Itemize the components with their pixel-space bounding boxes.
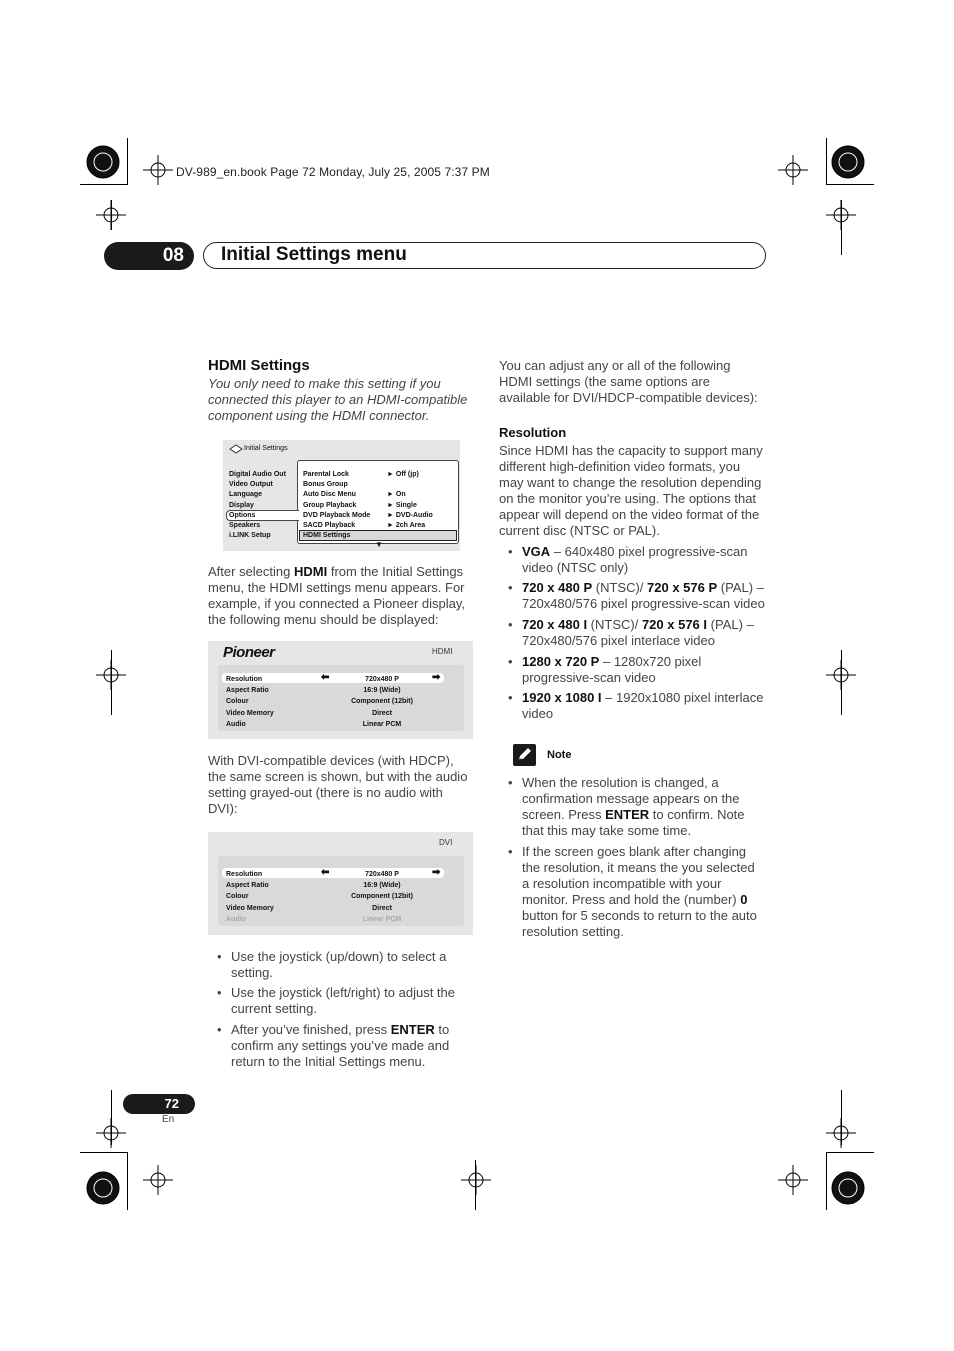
- list-item: [508, 775, 745, 839]
- list-item: [508, 690, 764, 722]
- para-line: You can adjust any or all of the following: [499, 358, 731, 373]
- list-item: [508, 617, 754, 649]
- hdmi-settings-screen: [208, 641, 473, 739]
- setting-label: Aspect Ratio: [226, 882, 269, 890]
- bullet-icon: •: [508, 544, 513, 559]
- setting-label: Resolution: [226, 676, 263, 683]
- bullet-icon: •: [508, 654, 513, 669]
- category-item: Language: [229, 491, 263, 499]
- setting-value: 16:9 (Wide): [363, 687, 401, 695]
- screen-mode-label: HDMI: [432, 647, 453, 656]
- setting-value: Direct: [372, 904, 392, 912]
- para-line: HDMI settings (the same options are: [499, 374, 710, 389]
- setting-value: 720x480 P: [365, 871, 399, 878]
- para-line: menu, the HDMI settings menu appears. For: [208, 580, 465, 595]
- option-name: 720 x 480 P: [522, 580, 593, 595]
- bullet-line: Use the joystick (left/right) to adjust the: [231, 985, 455, 1000]
- arrow-right-icon: ►: [387, 491, 396, 499]
- setting-label: Resolution: [226, 871, 263, 878]
- para-bold: HDMI: [294, 564, 328, 579]
- note-pencil-icon: [513, 744, 536, 766]
- arrow-left-icon: ⬅: [321, 672, 330, 683]
- menu-value-list: [387, 470, 433, 531]
- option-line: progressive-scan video: [522, 670, 656, 685]
- intro-text: [208, 376, 467, 424]
- para-line: Since HDMI has the capacity to support many: [499, 443, 763, 458]
- print-header: DV-989_en.book Page 72 Monday, July 25, 2005 7:37 PM: [176, 165, 490, 179]
- para-line: DVI):: [208, 801, 238, 816]
- para-line: example, if you connected a Pioneer display,: [208, 596, 466, 611]
- dvi-value-list: [322, 869, 442, 925]
- chapter-title: Initial Settings menu: [221, 244, 407, 265]
- category-list: [229, 470, 286, 541]
- intro-line: You only need to make this setting if you: [208, 376, 441, 391]
- chapter-number: 08: [104, 242, 194, 270]
- list-item: [508, 654, 702, 686]
- para-line: on the monitor you’re using. The options that: [499, 491, 757, 506]
- setting-value: Component (12bit): [351, 893, 413, 901]
- option-text: – 640x480 pixel progressive-scan: [550, 544, 748, 559]
- setting-value: Linear PCM: [362, 720, 402, 728]
- option-text: – 1920x1080 pixel interlace: [601, 690, 764, 705]
- category-item: Digital Audio Out: [229, 471, 286, 478]
- option-name: 1280 x 720 P: [522, 654, 600, 669]
- para-line: the following menu should be displayed:: [208, 612, 439, 627]
- hdmi-value-list: [322, 674, 442, 730]
- option-text: (NTSC)/: [592, 580, 648, 595]
- bullet-icon: •: [508, 690, 513, 705]
- intro-line: component using the HDMI connector.: [208, 408, 430, 423]
- hdmi-label-list: [226, 674, 274, 730]
- option-line: 720x480/576 pixel progressive-scan video: [522, 596, 765, 611]
- option-text: (PAL) –: [707, 617, 754, 632]
- setting-label-disabled: Audio: [226, 915, 246, 923]
- menu-item: Group Playback: [303, 501, 357, 509]
- menu-item-list: [303, 470, 370, 541]
- bullet-line: current setting.: [231, 1001, 317, 1016]
- category-item: Video Output: [229, 481, 273, 489]
- list-item: [217, 1022, 450, 1070]
- screen-mode-label: DVI: [439, 838, 453, 847]
- note-text: screen. Press: [522, 807, 606, 822]
- option-line: video (NTSC only): [522, 560, 629, 575]
- category-item: Options: [229, 511, 256, 519]
- menu-item: Parental Lock: [303, 471, 349, 478]
- option-name: 720 x 480 I: [522, 617, 588, 632]
- bullet-icon: •: [508, 775, 513, 790]
- note-text: monitor. Press and hold the (number): [522, 892, 741, 907]
- setting-value: 16:9 (Wide): [363, 882, 401, 890]
- list-item: [508, 844, 757, 940]
- disc-icon: [229, 444, 243, 454]
- bullet-icon: •: [508, 844, 513, 859]
- list-item: [217, 949, 447, 981]
- note-line: that this may take some time.: [522, 823, 692, 838]
- pioneer-logo: Pioneer: [223, 644, 275, 661]
- arrow-right-icon: ►: [387, 501, 396, 509]
- note-line: the resolution, it means the you selected: [522, 860, 755, 875]
- menu-value: 2ch Area: [395, 522, 426, 530]
- para-line: current disc (NTSC or PAL).: [499, 523, 660, 538]
- bullet-icon: •: [217, 1022, 222, 1037]
- option-text: – 1280x720 pixel: [599, 654, 702, 669]
- bullet-line: return to the Initial Settings menu.: [231, 1054, 426, 1069]
- menu-item: Bonus Group: [303, 481, 348, 489]
- para-line: With DVI-compatible devices (with HDCP),: [208, 753, 454, 768]
- setting-label: Video Memory: [226, 904, 274, 912]
- screen-title: Initial Settings: [244, 445, 288, 452]
- note-line: If the screen goes blank after changing: [522, 844, 747, 859]
- bullet-icon: •: [217, 949, 222, 964]
- note-label: Note: [547, 749, 572, 761]
- option-name: VGA: [522, 544, 551, 559]
- section-heading-hdmi: HDMI Settings: [208, 357, 310, 374]
- note-line: confirmation message appears on the: [522, 791, 740, 806]
- dvi-label-list: [226, 869, 274, 925]
- setting-label: Video Memory: [226, 709, 274, 717]
- intro-line: connected this player to an HDMI-compatible: [208, 392, 468, 407]
- note-line: a resolution incompatible with your: [522, 876, 722, 891]
- menu-item: SACD Playback: [303, 522, 356, 530]
- note-line: button for 5 seconds to return to the auto: [522, 908, 757, 923]
- list-item: [508, 580, 765, 612]
- note-bold: ENTER: [605, 807, 650, 822]
- option-name: 720 x 576 I: [641, 617, 708, 632]
- note-text: to confirm. Note: [649, 807, 745, 822]
- menu-value: Off (jp): [395, 471, 419, 478]
- bullet-bold: ENTER: [390, 1022, 435, 1037]
- arrow-right-icon: ►: [387, 471, 396, 478]
- bullet-text: After you’ve finished, press: [231, 1022, 391, 1037]
- page-number: 72: [123, 1094, 195, 1114]
- scroll-down-icon: ▼: [375, 540, 383, 549]
- arrow-left-icon: ⬅: [321, 867, 330, 878]
- menu-item: Auto Disc Menu: [303, 491, 356, 499]
- setting-label: Audio: [226, 720, 246, 728]
- setting-label: Aspect Ratio: [226, 687, 269, 695]
- para-text: After selecting: [208, 564, 294, 579]
- option-text: (NTSC)/: [587, 617, 642, 632]
- option-name: 1920 x 1080 I: [522, 690, 602, 705]
- resolution-paragraph: [499, 443, 763, 539]
- bullet-line: Use the joystick (up/down) to select a: [231, 949, 447, 964]
- after-selecting-paragraph: [208, 564, 465, 628]
- setting-value: Direct: [372, 709, 392, 717]
- initial-settings-screen: [223, 440, 460, 551]
- dvi-paragraph: [208, 753, 467, 817]
- list-item: [508, 544, 748, 576]
- setting-value: Component (12bit): [351, 698, 413, 706]
- dvi-settings-screen: [208, 832, 473, 935]
- note-line: When the resolution is changed, a: [522, 775, 719, 790]
- bullet-icon: •: [217, 985, 222, 1000]
- para-line: available for DVI/HDCP-compatible devices):: [499, 390, 758, 405]
- bullet-icon: •: [508, 580, 513, 595]
- menu-value: Single: [395, 501, 417, 509]
- menu-item: HDMI Settings: [303, 532, 351, 540]
- menu-value: DVD-Audio: [395, 511, 433, 519]
- option-text: (PAL) –: [717, 580, 764, 595]
- para-line: setting grayed-out (there is no audio with: [208, 785, 443, 800]
- menu-value: On: [395, 491, 406, 499]
- setting-label: Colour: [226, 698, 249, 706]
- option-line: 720x480/576 pixel interlace video: [522, 633, 715, 648]
- setting-label: Colour: [226, 893, 249, 901]
- category-item: Display: [229, 501, 254, 509]
- bullet-line: confirm any settings you’ve made and: [231, 1038, 450, 1053]
- setting-value-disabled: Linear PCM: [362, 915, 402, 923]
- arrow-right-icon: ➡: [432, 867, 441, 878]
- para-line: different high-definition video formats, you: [499, 459, 741, 474]
- para-line: the same screen is shown, but with the audio: [208, 769, 468, 784]
- menu-item: DVD Playback Mode: [303, 511, 371, 519]
- category-item: i.LINK Setup: [229, 532, 271, 540]
- para-text: from the Initial Settings: [327, 564, 464, 579]
- note-bold: 0: [740, 892, 748, 907]
- setting-value: 720x480 P: [365, 676, 399, 683]
- para-line: appear will depend on the video format of the: [499, 507, 760, 522]
- arrow-right-icon: ►: [387, 522, 396, 530]
- language-label: En: [162, 1114, 175, 1125]
- list-item: [217, 985, 455, 1017]
- arrow-right-icon: ►: [387, 511, 396, 519]
- resolution-heading: Resolution: [499, 425, 567, 440]
- category-item: Speakers: [229, 522, 261, 530]
- arrow-right-icon: ➡: [432, 672, 441, 683]
- bullet-line: setting.: [231, 965, 273, 980]
- bullet-text: to: [434, 1022, 450, 1037]
- bullet-icon: •: [508, 617, 513, 632]
- starburst-icon: [87, 146, 864, 1204]
- right-intro: [499, 358, 758, 406]
- option-name: 720 x 576 P: [647, 580, 718, 595]
- option-line: video: [522, 706, 554, 721]
- para-line: may want to change the resolution depending: [499, 475, 762, 490]
- note-line: resolution setting.: [522, 924, 624, 939]
